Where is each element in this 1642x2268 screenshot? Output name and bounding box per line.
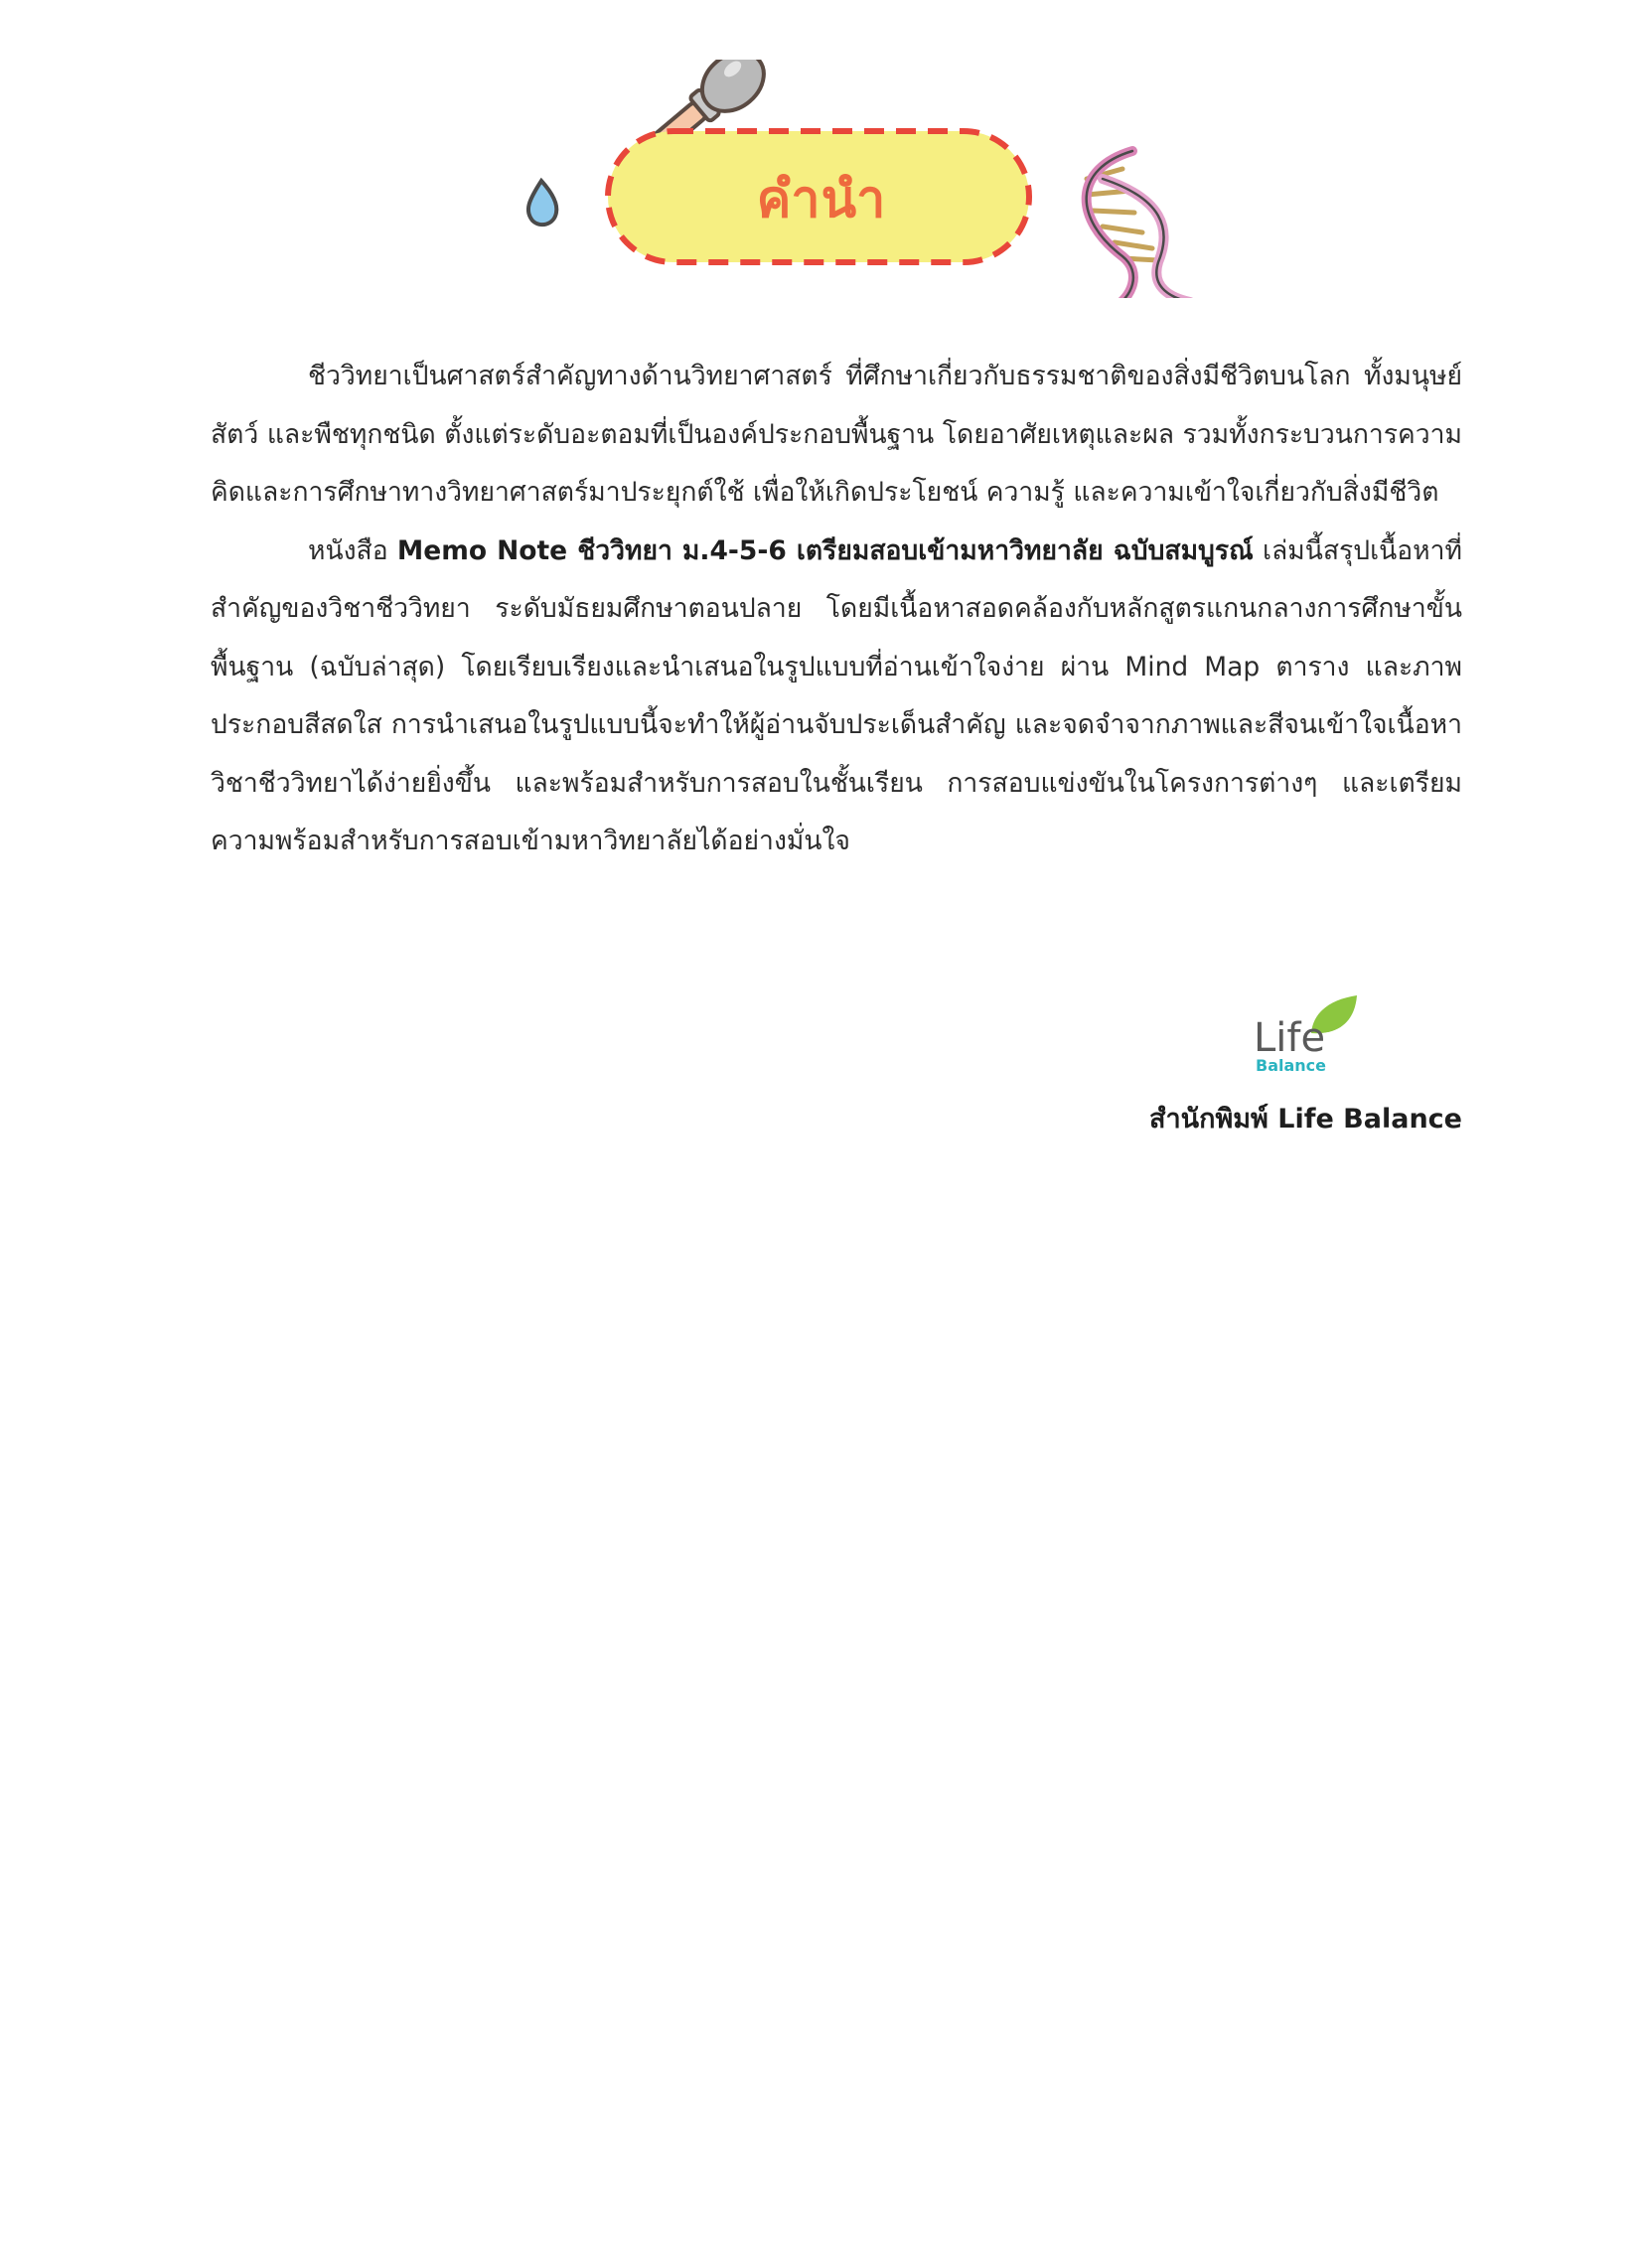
page-title: คำนำ [756, 169, 887, 229]
water-drop-icon [528, 181, 556, 225]
logo-subword: Balance [1256, 1056, 1326, 1075]
title-badge [604, 127, 1039, 268]
life-balance-logo [1250, 993, 1369, 1083]
preface-body [211, 348, 1462, 871]
publisher-name: สำนักพิมพ์ Life Balance [1149, 1104, 1462, 1134]
dna-icon [1087, 151, 1190, 298]
paragraph-2-text: เล่มนี้สรุปเนื้อหาที่สำคัญของวิชาชีววิทยา ระดับมัธยมศึกษาตอนปลาย โดยมีเนื้อหาสอดคล้องกับหลักสูตรแกนกลางการศึกษาขั้นพื้นฐาน (ฉบับล่าสุด) โดยเรียบเรียงและนำเสนอในรูปแบบที่อ่านเข้าใจง่าย ผ่าน Mind Map ตาราง และภาพประกอบสีสดใส การนำเสนอในรูปแบบนี้จะทำให้ผู้อ่านจับประเด็นสำคัญ และจดจำจากภาพและสีจนเข้าใจเนื้อหาวิชาชีววิทยาได้ง่ายยิ่งขึ้น และพร้อมสำหรับการสอบในชั้นเรียน การสอบแข่งขันในโครงการต่างๆ และเตรียมความพร้อมสำหรับการสอบเข้ามหาวิทยาลัยได้อย่างมั่นใจ [211, 534, 1462, 856]
book-title: Memo Note ชีววิทยา ม.4-5-6 เตรียมสอบเข้ามหาวิทยาลัย ฉบับสมบูรณ์ [396, 534, 1254, 566]
paragraph-2-prefix: หนังสือ [308, 534, 397, 566]
logo-word: Life [1254, 1015, 1326, 1061]
paragraph-2 [211, 523, 1462, 871]
paragraph-1: ชีววิทยาเป็นศาสตร์สำคัญทางด้านวิทยาศาสตร์ ที่ศึกษาเกี่ยวกับธรรมชาติของสิ่งมีชีวิตบนโลก ทั้งมนุษย์ สัตว์ และพืชทุกชนิด ตั้งแต่ระดับอะตอมที่เป็นองค์ประกอบพื้นฐาน โดยอาศัยเหตุและผล รวมทั้งกระบวนการความคิดและการศึกษาทางวิทยาศาสตร์มาประยุกต์ใช้ เพื่อให้เกิดประโยชน์ ความรู้ และความเข้าใจเกี่ยวกับสิ่งมีชีวิต [211, 361, 1462, 508]
